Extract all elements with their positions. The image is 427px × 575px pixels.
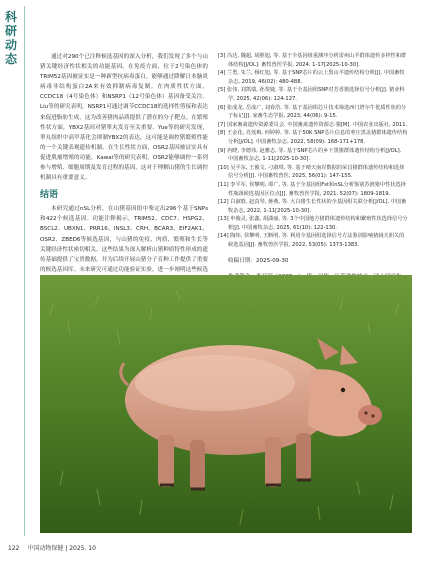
reference-item: [4] 兰勇, 朱兰, 杨红旭, 等. 基于SNP芯片的云上黑山羊遗传结构分析[J]. 中国畜牧杂志, 2019, 46(02): 480-488.	[218, 70, 405, 85]
received-date: 收稿日期：2025-09-30	[228, 257, 289, 264]
pig-photo-illustration	[40, 275, 412, 533]
journal-name: 中国动物保健 | 2025. 10	[27, 545, 96, 552]
reference-item: [14] 陶炜, 侯攀明, 王断明, 等. 利用全基因组选择信号方法鉴别影响猪阔夫胆关的候选基因[J]. 畜牧兽医学报, 2022, 53(05): 1373-1383.	[218, 233, 405, 249]
reference-item: [8] 王金花, 肖莲梅, 何婷婷, 等. 基于50K SNP芯片信息的枣庄黑盖猪群体遗传结构分析[J/OL]. 中国畜牧杂志, 2022, 58(09): 168-171+178.	[218, 130, 408, 145]
sidebar-char: 科	[4, 10, 17, 24]
reference-item: [3] 冯达, 魏超, 胡胜旭, 等. 基于全基因组重测序分析雷州山羊群体遗传多样性和群体结构[J/OL]. 畜牧兽医学报, 2024: 1-17[2025-10-30].	[218, 53, 407, 68]
page-number: 122	[8, 545, 20, 552]
reference-item: [10] 吴平东, 王俊文, 刁淑琪, 等. 基于晴天南岸数据的荣昌猪群体遗传结构和选择信号分析[J]. 中国畜牧兽医, 2025, 56(01): 147-155.	[218, 164, 405, 180]
pig-photo	[40, 275, 412, 533]
reference-item: [13] 申俊灵, 张鑫, 胡潇丽, 等. 3个中国地方猪群体遗传结构和繁殖性状选择信号分析[J]. 中国畜牧杂志, 2025, 61(10): 122-130.	[218, 216, 408, 231]
reference-item: [12] 白淑晗, 赵真琴, 蒋燕, 等. 大白猪生长性状的全基因组关联分析[J/OL]. 中国畜牧杂志, 2022, 1-11[2025-10-30].	[218, 199, 407, 214]
reference-item: [5] 张伟, 刘凯瑞, 孙斐婕, 等. 基于全基因组SNP对芳香猪选择信号分析[J]. 猪业科学, 2025, 42(06): 124-127.	[218, 87, 405, 102]
sidebar-char: 动	[4, 38, 17, 52]
sidebar-divider	[24, 6, 25, 536]
body-paragraph: 通过对290个已注释候选基因的深入分析，我们发现了多个与山猪关键经济性状相关的功能基因。在免疫方面，位于2号染色体的TRIM52基因被证实是一种新型抗病毒蛋白，能够通过降解日本脑炎病毒非结构蛋白2A来有效抑制病毒复制。在肉质性状方面，CCDC18（4号染色体）和NSRP1（12号染色体）基因备受关注。Liu等的研究表明，NSRP1可通过调节CCDC18的选择性剪接和表达来促进脂肪生成，这为改善猪肉品质提供了潜在的分子靶点。在繁殖性状方面，YBX2基因对猪睾丸发育至关重要。Yue等的研究发现，睾丸组织中高甲基化会抑制YBX2的表达，这可能是调控猪繁殖性能的一个关键表观遗传机制。在生长性状方面，OSR2基因被证实具有促进肌瘤增殖的功能，Kawai等的研究表明，OSR2能够调控一系列参与增殖、细胞周期及发育过程的基因，这对于理解山猪的生长调控机制具有重要意义。	[40, 54, 208, 182]
reference-item: [6] 张成龙, 岳成广, 刘春浩, 等. 基于基因组芯片技术筛选西门塔尔牛优质性状的分子标记[J]. 家畜生态学报, 2023, 44(06): 9-15.	[218, 104, 407, 120]
reference-item: [11] 李平军, 侯攀明, 谭广, 等. 基于全基因组Fst和nSL分析鉴别苏淮猪中性状选择性瓶颈候选基因区位点[J]. 畜牧兽医学报, 2021, 52(07): 1809-1819.	[218, 181, 406, 197]
reference-item: [7] 国家畜禽遗传资源委员会. 中国畜禽遗传资源志·猪[M]. 中国农业出版社, 2011.	[218, 121, 408, 128]
section-sidebar	[2, 10, 20, 66]
page-footer	[8, 543, 102, 552]
reference-item: [9] 冉晓, 李德伟, 赵雅志, 等. 基于SNP芯片的乡下黑猪群体遗传结构分析[J/OL]. 中国畜牧杂志, 1-11[2025-10-30].	[218, 147, 402, 163]
conclusion-heading: 结语	[40, 190, 59, 201]
sidebar-char: 态	[4, 52, 17, 66]
conclusion-paragraph: 本研究通过nSL分析，在山猪基因组中鉴定出296个基于SNPs和422个候选基因。功能注释揭示，TRIM52、CDC7、HSPG2、BSCL2、UBXN1、PRR16、INSL3、CRH、BCAR3、EIF2AK1、OSR2、ZBED6等候选基因，与山猪的免疫、肉质、繁殖和生长等关键经济性状密切相关。这些结果为深入解析山猪种质特性形成的遗传基础提供了宝贵数据，并为后续开展山猪分子育种工作提供了重要的候选基因库。未来研究可通过功能验证实验，进一步阐明这些候选	[40, 206, 208, 273]
sidebar-char: 研	[4, 24, 17, 38]
